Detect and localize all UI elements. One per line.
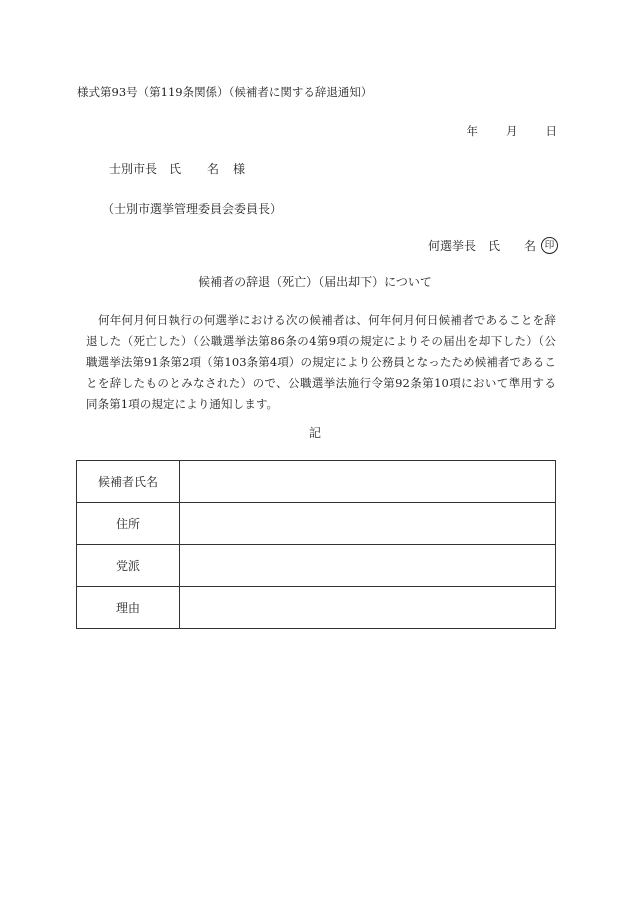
sender [428, 237, 558, 254]
body-line-3: 職選挙法第91条第2項（第103条第4項）の規定により公務員となったため候補者であるこ [86, 355, 556, 369]
sender-title: 何選挙長 [427, 239, 476, 253]
table-row [77, 461, 556, 503]
addressee-title: 士別市長 [109, 162, 158, 176]
date-day: 日 [545, 124, 557, 138]
date-line [467, 123, 558, 139]
row-label-party: 党派 [77, 545, 180, 587]
addressee-name-second: 名 [207, 162, 220, 176]
candidate-info-table [76, 460, 556, 629]
sender-name-second: 名 [523, 239, 536, 253]
row-label-address: 住所 [77, 503, 180, 545]
body-line-4: とを辞したものとみなされた）ので、公職選挙法施行令第92条第10項において準用する同 [86, 376, 556, 411]
row-value-candidate-name [180, 461, 556, 503]
row-value-address [180, 503, 556, 545]
form-number: 様式第93号（第119条関係）（候補者に関する辞退通知） [77, 85, 373, 99]
row-label-reason: 理由 [77, 587, 180, 629]
row-value-reason [180, 587, 556, 629]
body-text [86, 310, 556, 415]
body-line-1: 何年何月何日執行の何選挙における次の候補者は、何年何月何日候補者であることを [98, 313, 545, 327]
subject-title: 候補者の辞退（死亡）（届出却下）について [198, 275, 432, 289]
sender-name-first: 氏 [487, 239, 500, 253]
addressee [109, 160, 245, 177]
addressee-alternate: （士別市選挙管理委員会委員長） [102, 202, 283, 216]
body-line-5: 条第1項の規定により通知します。 [97, 397, 279, 411]
row-value-party [180, 545, 556, 587]
body-line-2: 辞退した（死亡した）（公職選挙法第86条の4第9項の規定によりその届出を却下した）（公 [86, 313, 556, 348]
table-row [77, 545, 556, 587]
row-label-candidate-name: 候補者氏名 [77, 461, 180, 503]
seal-icon: 印 [541, 237, 558, 254]
date-month: 月 [506, 124, 518, 138]
date-year: 年 [466, 124, 478, 138]
table-row [77, 503, 556, 545]
addressee-name-first: 氏 [169, 162, 182, 176]
ki-heading: 記 [308, 426, 321, 440]
addressee-honorific: 様 [233, 162, 246, 176]
table-row [77, 587, 556, 629]
